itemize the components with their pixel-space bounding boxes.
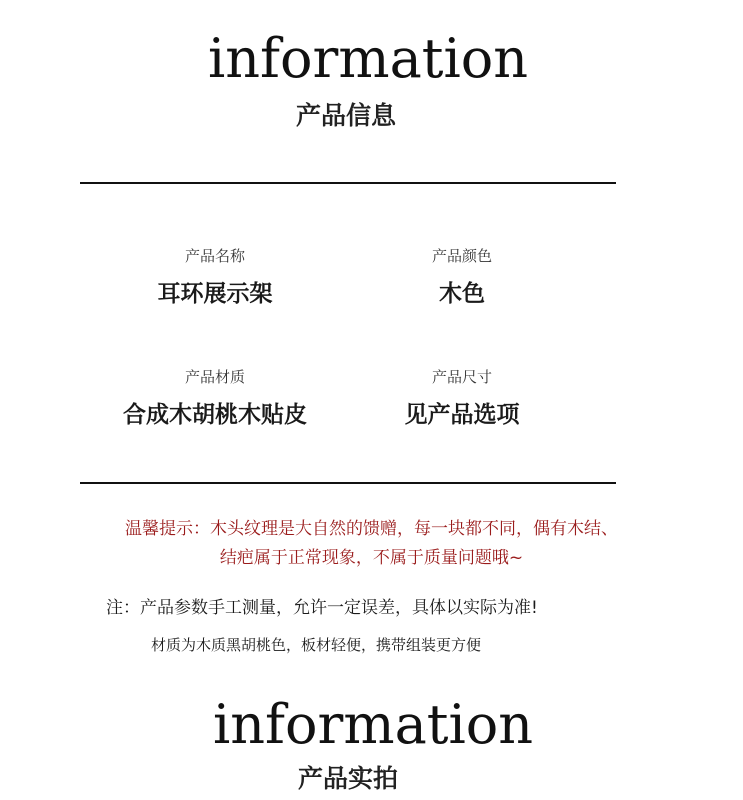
section-title-en: information [208,27,529,90]
spec-label: 产品尺寸 [431,368,492,386]
spec-color [342,249,582,306]
divider-top [80,182,616,184]
spec-material [95,370,335,427]
warm-tip-line1: 温馨提示：木头纹理是大自然的馈赠，每一块都不同，偶有木结、 [125,519,618,539]
section2-title-en: information [213,693,534,756]
section-title-cn: 产品信息 [296,101,397,130]
warm-tip [0,515,743,573]
section2-title-cn: 产品实拍 [298,764,399,793]
spec-value: 合成木胡桃木贴皮 [123,402,307,428]
spec-name [95,249,335,306]
spec-value: 见产品选项 [404,402,520,428]
spec-value: 木色 [439,281,485,307]
spec-label: 产品名称 [184,247,245,265]
spec-value: 耳环展示架 [157,281,273,307]
divider-bottom [80,482,616,484]
material-note: 材质为木质黑胡桃色，板材轻便，携带组装更方便 [151,636,482,654]
measurement-note: 注：产品参数手工测量，允许一定误差，具体以实际为准! [106,598,538,618]
spec-label: 产品颜色 [431,247,492,265]
spec-size [342,370,582,427]
spec-label: 产品材质 [184,368,245,386]
warm-tip-line2: 结疤属于正常现象，不属于质量问题哦~ [219,548,524,568]
